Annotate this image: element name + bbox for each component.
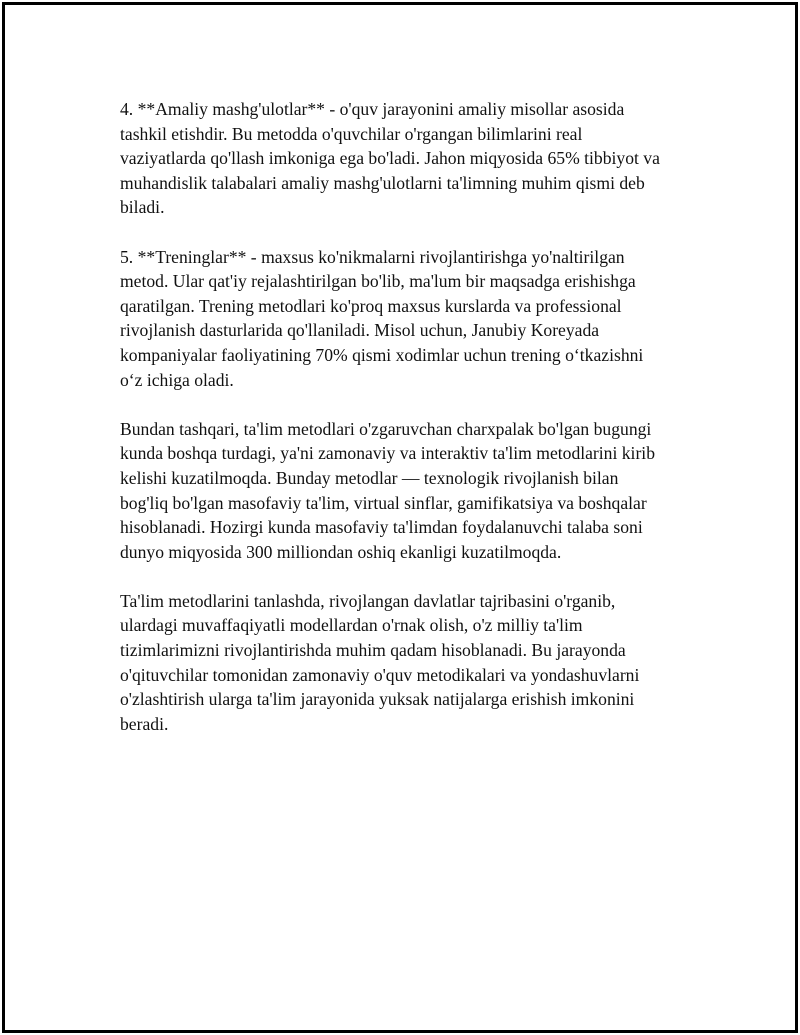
- text-line: o'zlashtirish ularga ta'lim jarayonida yuksak natijalarga erishish imkonini: [120, 689, 635, 710]
- text-line: 4. **Amaliy mashg'ulotlar** - o'quv jarayonini amaliy misollar asosida: [120, 99, 625, 119]
- text-line: kelishi kuzatilmoqda. Bunday metodlar — texnologik rivojlanish bilan: [120, 467, 619, 488]
- text-line: tizimlarimizni rivojlantirishda muhim qadam hisoblanadi. Bu jarayonda: [120, 640, 626, 661]
- text-line: vaziyatlarda qo'llash imkoniga ega bo'ladi. Jahon miqyosida 65% tibbiyot va: [120, 148, 660, 169]
- text-line: Ta'lim metodlarini tanlashda, rivojlangan davlatlar tajribasini o'rganib,: [120, 590, 616, 611]
- paragraph-treninglar: [120, 245, 700, 393]
- text-line: o'qituvchilar tomonidan zamonaviy o'quv metodikalari va yondashuvlarni: [120, 664, 640, 685]
- paragraph-metod-tanlash: [120, 589, 700, 737]
- text-line: 5. **Treninglar** - maxsus ko'nikmalarni rivojlantirishga yo'naltirilgan: [120, 246, 625, 267]
- text-line: tashkil etishdir. Bu metodda o'quvchilar o'rgangan bilimlarini real: [120, 123, 583, 144]
- text-line: qaratilgan. Trening metodlari ko'proq maxsus kurslarda va professional: [120, 295, 622, 316]
- paragraph-amaliy-mashgulotlar: [120, 97, 700, 220]
- text-line: Bundan tashqari, ta'lim metodlari o'zgaruvchan charxpalak bo'lgan bugungi: [120, 418, 652, 439]
- text-line: o‘z ichiga oladi.: [120, 369, 234, 390]
- document-body: [120, 97, 700, 761]
- text-line: hisoblanadi. Hozirgi kunda masofaviy ta'limdan foydalanuvchi talaba soni: [120, 517, 643, 538]
- page-frame: [2, 2, 798, 1033]
- text-line: bog'liq bo'lgan masofaviy ta'lim, virtual sinflar, gamifikatsiya va boshqalar: [120, 492, 647, 513]
- text-line: beradi.: [120, 713, 169, 734]
- paragraph-zamonaviy-metodlar: [120, 417, 700, 565]
- text-line: biladi.: [120, 197, 165, 218]
- text-line: kompaniyalar faoliyatining 70% qismi xodimlar uchun trening o‘tkazishni: [120, 344, 644, 365]
- text-line: metod. Ular qat'iy rejalashtirilgan bo'lib, ma'lum bir maqsadga erishishga: [120, 271, 636, 292]
- text-line: kunda boshqa turdagi, ya'ni zamonaviy va interaktiv ta'lim metodlarini kirib: [120, 443, 655, 464]
- text-line: dunyo miqyosida 300 milliondan oshiq ekanligi kuzatilmoqda.: [120, 541, 562, 562]
- text-line: muhandislik talabalari amaliy mashg'ulotlarni ta'limning muhim qismi deb: [120, 172, 645, 193]
- text-line: ulardagi muvaffaqiyatli modellardan o'rnak olish, o'z milliy ta'lim: [120, 615, 583, 636]
- text-line: rivojlanish dasturlarida qo'llaniladi. Misol uchun, Janubiy Koreyada: [120, 320, 600, 341]
